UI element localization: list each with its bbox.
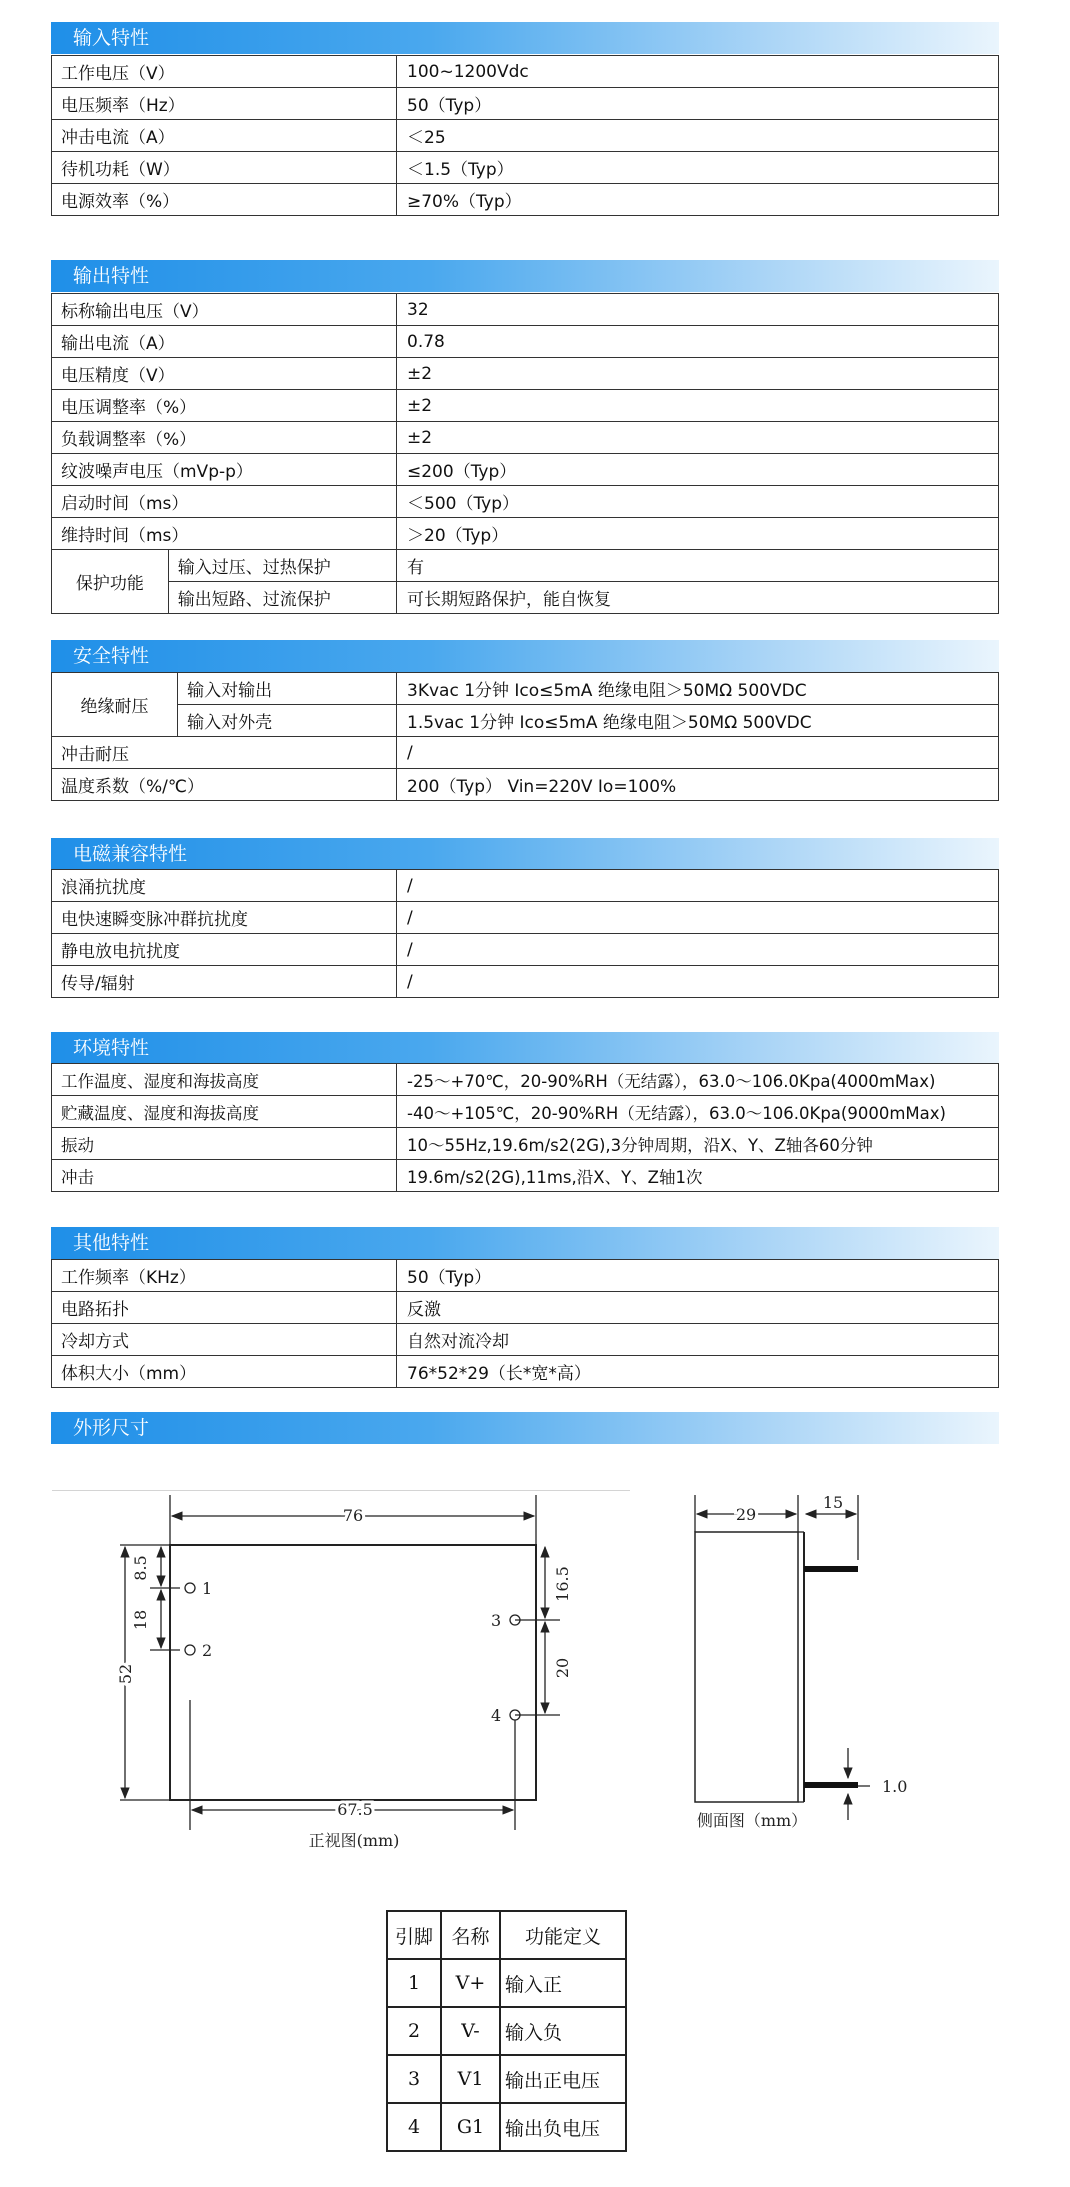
table-row: [52, 56, 999, 88]
table-row: [52, 934, 999, 966]
section-header-input: [51, 22, 999, 54]
environment-spec-table: [51, 1063, 999, 1192]
side-view-caption: 侧面图（mm）: [696, 1811, 808, 1830]
row-value: 自然对流冷却: [397, 1324, 999, 1356]
row-value: 10～55Hz,19.6m/s2(2G),3分钟周期，沿X、Y、Z轴各60分钟: [397, 1128, 999, 1160]
row-label: 电路拓扑: [52, 1292, 397, 1324]
emc-spec-table: [51, 869, 999, 998]
row-value: 19.6m/s2(2G),11ms,沿X、Y、Z轴1次: [397, 1160, 999, 1192]
table-row: [52, 550, 999, 582]
section-title: 其他特性: [73, 1232, 150, 1254]
table-row: [52, 1160, 999, 1192]
dim-pin-length: 15: [822, 1493, 844, 1512]
row-label: 体积大小（mm）: [52, 1356, 397, 1388]
table-row: [52, 1356, 999, 1388]
row-value: ＜25: [397, 120, 999, 152]
row-label: 电快速瞬变脉冲群抗扰度: [52, 902, 397, 934]
row-value: 100~1200Vdc: [397, 56, 999, 88]
row-value: 76*52*29（长*宽*高）: [397, 1356, 999, 1388]
header-cell: 引脚: [387, 1911, 441, 1959]
row-value: 1.5vac 1分钟 Ico≤5mA 绝缘电阻＞50MΩ 500VDC: [397, 705, 999, 737]
row-value: 0.78: [397, 326, 999, 358]
pin-1-label: 1: [202, 1579, 213, 1598]
dim-depth: 29: [735, 1505, 757, 1524]
row-label: 输入对外壳: [178, 705, 397, 737]
row-value: 反激: [397, 1292, 999, 1324]
table-row: [52, 486, 999, 518]
side-pin-bottom: [804, 1782, 858, 1788]
row-label: 电压精度（V）: [52, 358, 397, 390]
table-row: [52, 518, 999, 550]
table-row: [387, 2007, 626, 2055]
row-label: 维持时间（ms）: [52, 518, 397, 550]
table-row: [52, 1064, 999, 1096]
row-label: 冷却方式: [52, 1324, 397, 1356]
header-cell: 名称: [441, 1911, 500, 1959]
row-label: 工作频率（KHz）: [52, 1260, 397, 1292]
table-row: [52, 1096, 999, 1128]
table-row: [52, 358, 999, 390]
table-row: [52, 582, 999, 614]
front-view-caption: 正视图(mm): [308, 1831, 400, 1850]
section-header-emc: [51, 838, 999, 870]
pin-number: 2: [387, 2007, 441, 2055]
row-value: 3Kvac 1分钟 Ico≤5mA 绝缘电阻＞50MΩ 500VDC: [397, 673, 999, 705]
pin-2-label: 2: [202, 1641, 213, 1660]
row-value: /: [397, 966, 999, 998]
section-header-other: [51, 1227, 999, 1259]
row-value: /: [397, 870, 999, 902]
dim-top-right: 16.5: [553, 1566, 572, 1602]
output-spec-table: [51, 293, 999, 614]
row-value: ±2: [397, 390, 999, 422]
row-label: 冲击电流（A）: [52, 120, 397, 152]
row-value: -40～+105℃，20-90%RH（无结露），63.0～106.0Kpa(9000mMax): [397, 1096, 999, 1128]
table-row: [52, 673, 999, 705]
table-row: [52, 737, 999, 769]
dim-pin-span: 67.5: [337, 1800, 373, 1819]
row-value: /: [397, 737, 999, 769]
table-row: [52, 902, 999, 934]
pin-2-marker: [185, 1645, 195, 1655]
row-label: 输出电流（A）: [52, 326, 397, 358]
section-title: 输出特性: [73, 265, 150, 287]
dim-right-pitch: 20: [553, 1657, 572, 1679]
row-value: 32: [397, 294, 999, 326]
pin-function: 输入负: [500, 2007, 626, 2055]
side-pin-top: [804, 1566, 858, 1572]
outline-drawing: [0, 1490, 1070, 1870]
table-row: [52, 705, 999, 737]
table-row: [52, 1260, 999, 1292]
table-row: [387, 1959, 626, 2007]
row-value: ≥70%（Typ）: [397, 184, 999, 216]
row-label: 电源效率（%）: [52, 184, 397, 216]
row-label: 输入对输出: [178, 673, 397, 705]
pin-name: V+: [441, 1959, 500, 2007]
table-row: [52, 870, 999, 902]
side-view-body: [695, 1532, 798, 1802]
header-cell: 功能定义: [500, 1911, 626, 1959]
row-value: 50（Typ）: [397, 1260, 999, 1292]
dim-top-left: 8.5: [131, 1555, 150, 1581]
dim-width: 76: [342, 1506, 364, 1525]
table-row: [52, 184, 999, 216]
row-value: ±2: [397, 358, 999, 390]
row-value: ＜1.5（Typ）: [397, 152, 999, 184]
section-header-environment: [51, 1032, 999, 1064]
table-row: [52, 390, 999, 422]
row-value: ±2: [397, 422, 999, 454]
table-row: [52, 1128, 999, 1160]
row-value: /: [397, 934, 999, 966]
section-title: 输入特性: [73, 27, 150, 49]
row-value: 可长期短路保护，能自恢复: [397, 582, 999, 614]
pin-name: G1: [441, 2103, 500, 2151]
row-value: ＞20（Typ）: [397, 518, 999, 550]
row-label: 电压调整率（%）: [52, 390, 397, 422]
row-label: 冲击: [52, 1160, 397, 1192]
table-row: [52, 326, 999, 358]
row-label: 电压频率（Hz）: [52, 88, 397, 120]
table-row: [52, 88, 999, 120]
row-label: 待机功耗（W）: [52, 152, 397, 184]
section-title: 电磁兼容特性: [73, 843, 188, 865]
section-title: 外形尺寸: [73, 1417, 150, 1439]
section-header-outline: [51, 1412, 999, 1444]
row-label: 冲击耐压: [52, 737, 397, 769]
table-row: [387, 2055, 626, 2103]
row-label: 温度系数（%/℃）: [52, 769, 397, 801]
row-label: 输出短路、过流保护: [168, 582, 396, 614]
table-row: [52, 120, 999, 152]
pin-function: 输出负电压: [500, 2103, 626, 2151]
safety-spec-table: [51, 672, 999, 801]
row-label: 贮藏温度、湿度和海拔高度: [52, 1096, 397, 1128]
table-row: [52, 1292, 999, 1324]
table-row: [52, 294, 999, 326]
other-spec-table: [51, 1259, 999, 1388]
row-value: /: [397, 902, 999, 934]
row-value: 50（Typ）: [397, 88, 999, 120]
row-value: ＜500（Typ）: [397, 486, 999, 518]
pin-name: V-: [441, 2007, 500, 2055]
pin-name: V1: [441, 2055, 500, 2103]
group-label: 保护功能: [52, 550, 169, 614]
pin-4-label: 4: [491, 1706, 502, 1725]
section-header-output: [51, 260, 999, 292]
table-row: [52, 966, 999, 998]
dim-left-pitch: 18: [131, 1609, 150, 1631]
pin-number: 4: [387, 2103, 441, 2151]
row-value: 有: [397, 550, 999, 582]
pin-function: 输出正电压: [500, 2055, 626, 2103]
table-row: [387, 2103, 626, 2151]
row-label: 纹波噪声电压（mVp-p）: [52, 454, 397, 486]
row-label: 启动时间（ms）: [52, 486, 397, 518]
table-row: [52, 152, 999, 184]
pin-definition-table: [386, 1910, 627, 2152]
row-label: 输入过压、过热保护: [168, 550, 396, 582]
table-row: [52, 1324, 999, 1356]
row-value: -25～+70℃，20-90%RH（无结露），63.0～106.0Kpa(4000mMax): [397, 1064, 999, 1096]
table-row: [52, 454, 999, 486]
row-label: 负载调整率（%）: [52, 422, 397, 454]
row-label: 标称输出电压（V）: [52, 294, 397, 326]
section-title: 环境特性: [73, 1037, 150, 1059]
pin-function: 输入正: [500, 1959, 626, 2007]
row-label: 浪涌抗扰度: [52, 870, 397, 902]
row-label: 工作温度、湿度和海拔高度: [52, 1064, 397, 1096]
pin-number: 3: [387, 2055, 441, 2103]
row-label: 工作电压（V）: [52, 56, 397, 88]
dim-height: 52: [116, 1663, 135, 1685]
section-header-safety: [51, 640, 999, 672]
table-row: [52, 422, 999, 454]
input-spec-table: [51, 55, 999, 216]
section-title: 安全特性: [73, 645, 150, 667]
row-value: 200（Typ） Vin=220V Io=100%: [397, 769, 999, 801]
dim-pin-thickness: 1.0: [882, 1777, 908, 1796]
table-row: [52, 769, 999, 801]
row-label: 传导/辐射: [52, 966, 397, 998]
pin-3-label: 3: [491, 1611, 502, 1630]
front-view-body: [170, 1545, 536, 1800]
table-header-row: [387, 1911, 626, 1959]
pin-number: 1: [387, 1959, 441, 2007]
row-label: 振动: [52, 1128, 397, 1160]
row-value: ≤200（Typ）: [397, 454, 999, 486]
group-label: 绝缘耐压: [52, 673, 178, 737]
pin-1-marker: [185, 1583, 195, 1593]
row-label: 静电放电抗扰度: [52, 934, 397, 966]
